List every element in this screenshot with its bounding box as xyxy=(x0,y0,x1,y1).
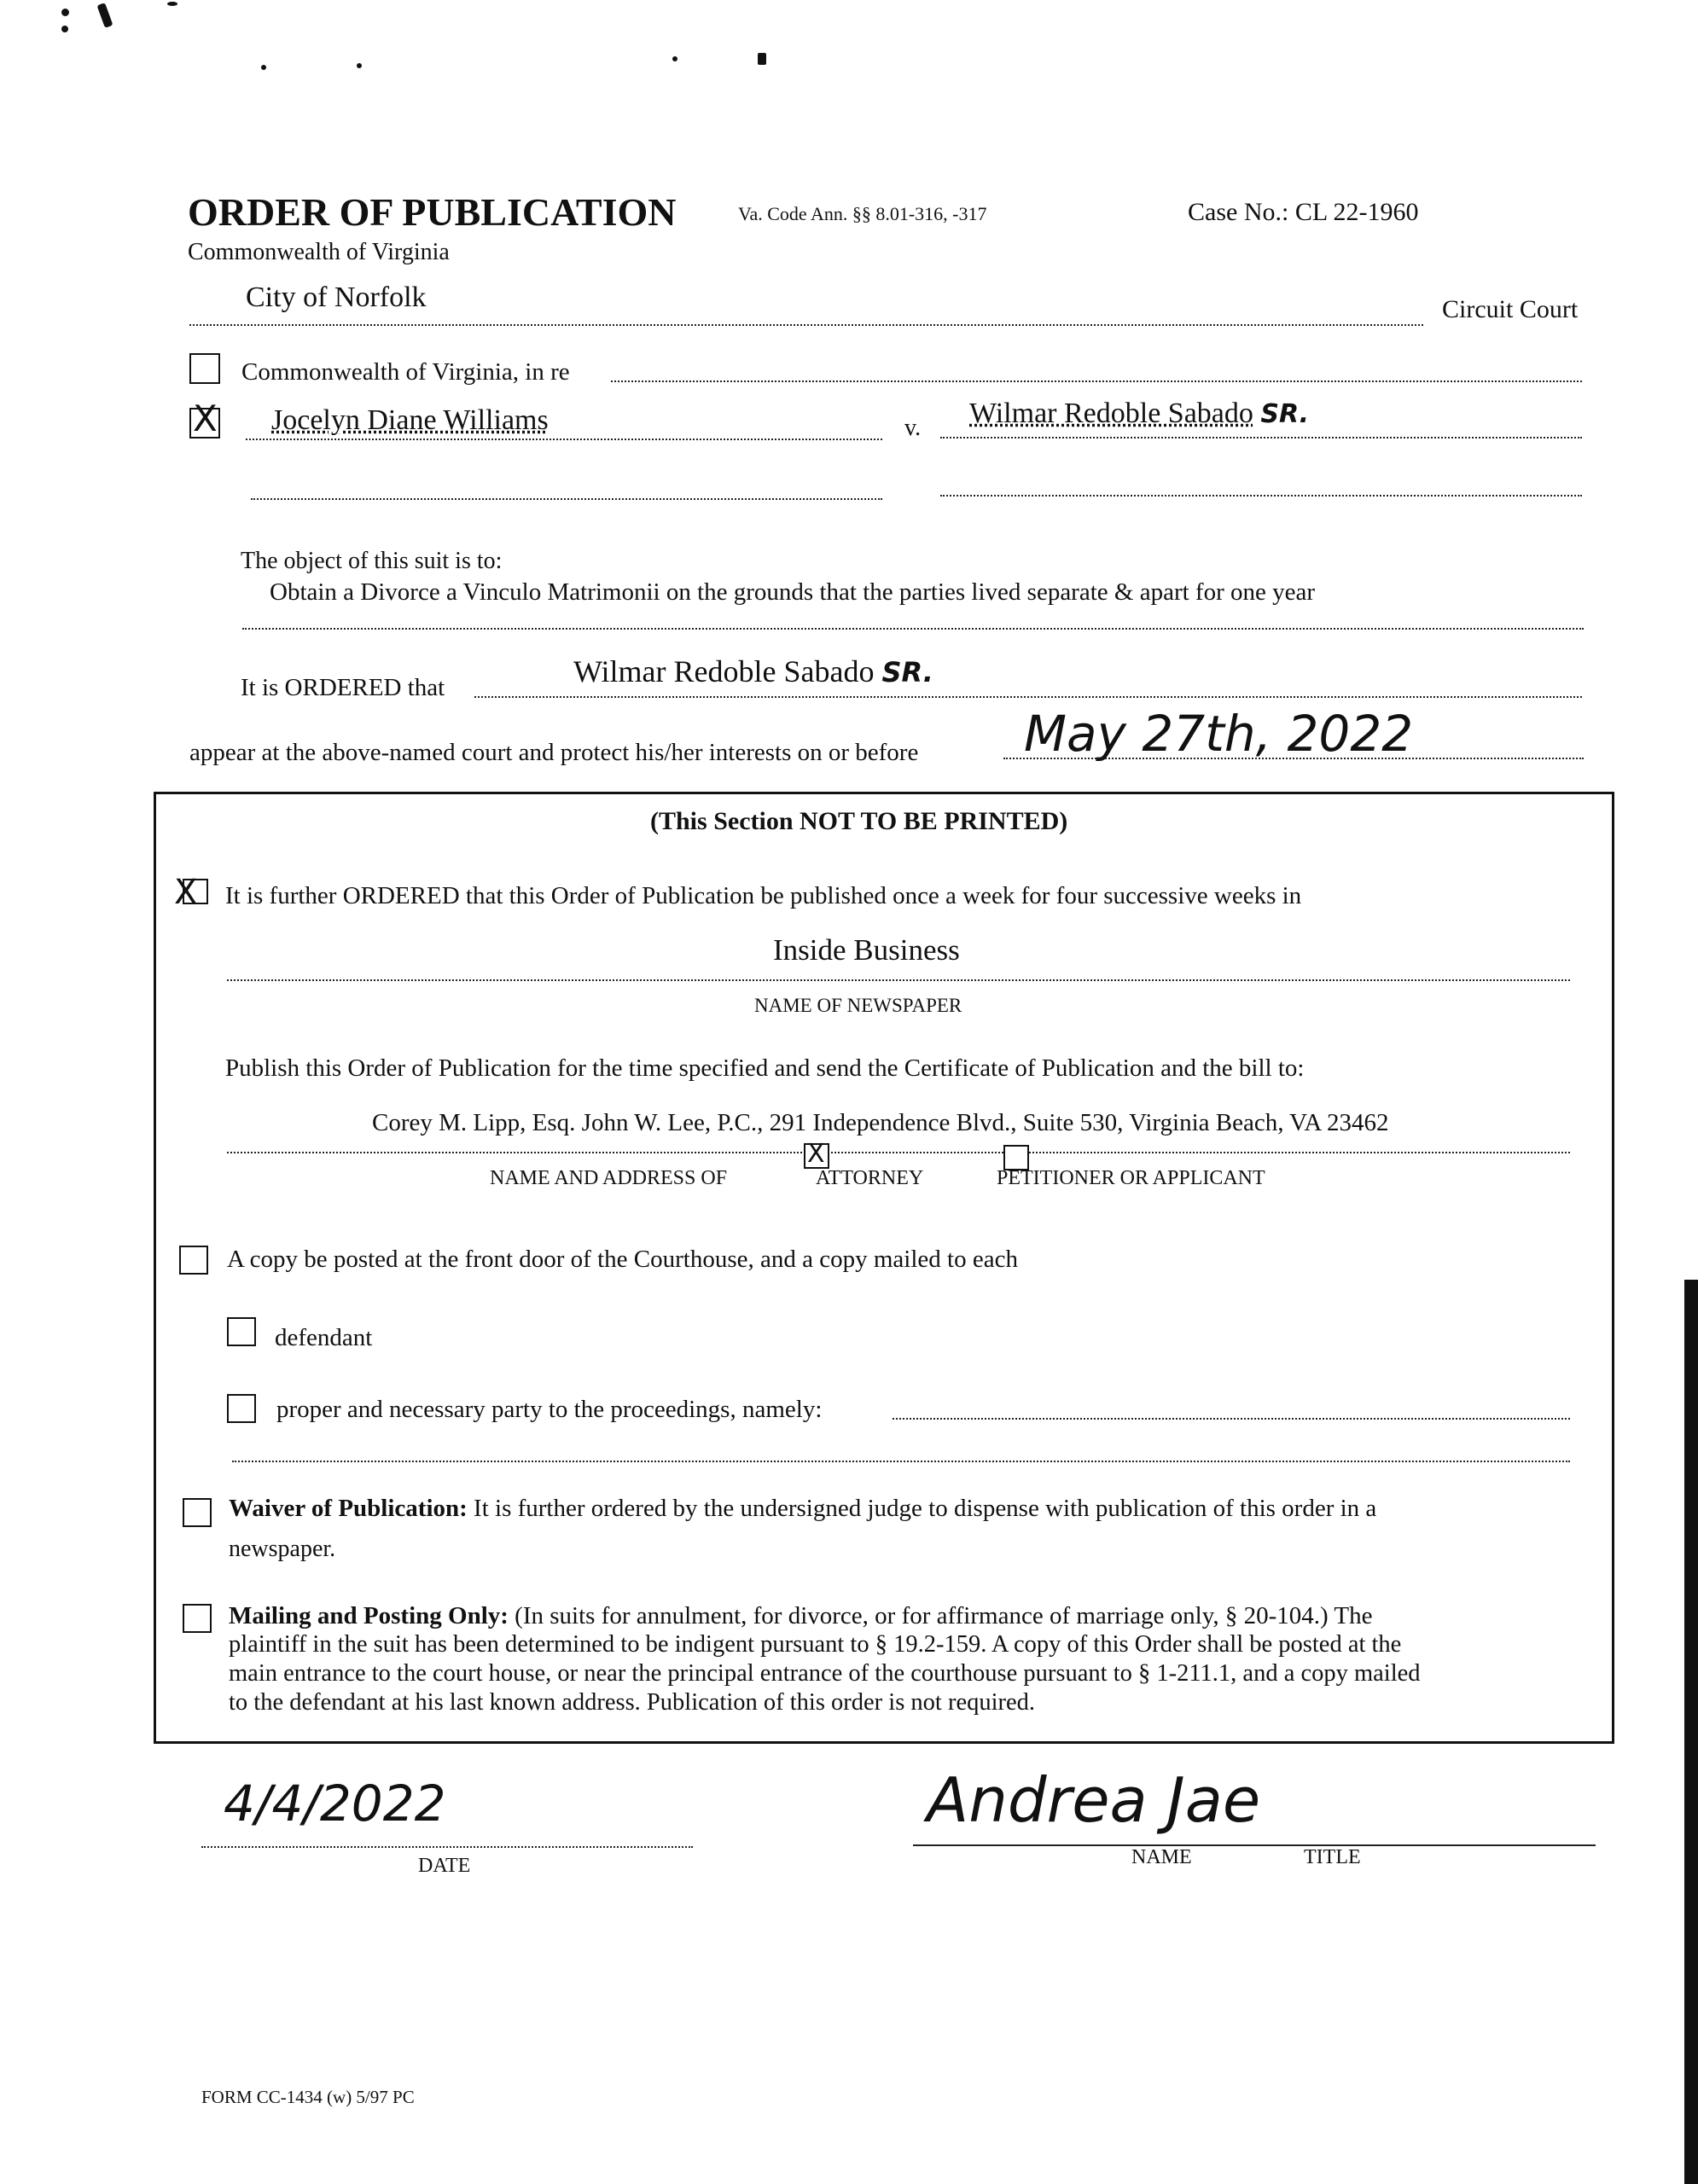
caption-check-mark: X xyxy=(193,398,218,439)
plaintiff-line-2 xyxy=(251,498,882,500)
court-name: City of Norfolk xyxy=(246,282,427,313)
attorney-checkbox[interactable] xyxy=(804,1139,829,1169)
bill-to-line xyxy=(227,1152,1570,1153)
defendant-name-text: Wilmar Redoble Sabado xyxy=(969,398,1253,429)
posted-checkbox[interactable] xyxy=(179,1246,208,1275)
deadline-date: May 27th, 2022 xyxy=(1024,705,1414,763)
name-caption: NAME xyxy=(1131,1846,1192,1868)
waiver-text-1-body: It is further ordered by the undersigned judge to dispense with publication of this order in a xyxy=(474,1495,1377,1522)
petitioner-label: PETITIONER OR APPLICANT xyxy=(997,1167,1265,1189)
scan-speck xyxy=(61,9,69,16)
scan-speck xyxy=(672,56,677,61)
mailing-text-1-body: (In suits for annulment, for divorce, or for affirmance of marriage only, § 20-104.) The xyxy=(515,1602,1373,1629)
defendant-label: defendant xyxy=(275,1324,373,1351)
in-re-label: Commonwealth of Virginia, in re xyxy=(241,358,570,386)
attorney-check-mark: X xyxy=(807,1139,825,1169)
case-number-label: Case No.: xyxy=(1188,198,1289,226)
jurisdiction-label: Commonwealth of Virginia xyxy=(188,239,450,265)
attorney-label: ATTORNEY xyxy=(816,1167,924,1189)
defendant-checkbox[interactable] xyxy=(227,1317,256,1346)
caption-checkbox[interactable] xyxy=(189,398,220,439)
in-re-line xyxy=(611,380,1582,382)
versus-label: v. xyxy=(904,415,922,441)
plaintiff-line xyxy=(246,439,882,440)
defendant-line-2 xyxy=(940,495,1582,497)
object-text: Obtain a Divorce a Vinculo Matrimonii on the grounds that the parties lived separate & apart for one year xyxy=(270,578,1315,606)
defendant-name xyxy=(969,398,1309,430)
defendant-line xyxy=(940,437,1582,439)
mailing-title: Mailing and Posting Only: xyxy=(229,1602,509,1629)
appear-text: appear at the above-named court and protect his/her interests on or before xyxy=(189,739,919,766)
signature-line xyxy=(913,1844,1596,1846)
title-caption: TITLE xyxy=(1304,1846,1361,1868)
posted-text: A copy be posted at the front door of the Courthouse, and a copy mailed to each xyxy=(227,1246,1018,1273)
statute-reference: Va. Code Ann. §§ 8.01-316, -317 xyxy=(738,203,987,224)
scan-edge xyxy=(1684,1280,1698,2184)
bill-to-address: Corey M. Lipp, Esq. John W. Lee, P.C., 291 Independence Blvd., Suite 530, Virginia Beach, VA 23462 xyxy=(372,1109,1389,1136)
party-checkbox[interactable] xyxy=(227,1394,256,1423)
scan-speck xyxy=(61,26,68,32)
form-identifier: FORM CC-1434 (w) 5/97 PC xyxy=(201,2087,415,2107)
judge-signature: Andrea Jae xyxy=(927,1764,1261,1836)
scan-speck xyxy=(357,63,362,68)
newspaper-caption: NAME OF NEWSPAPER xyxy=(754,995,962,1016)
date-line xyxy=(201,1846,693,1848)
date-caption: DATE xyxy=(418,1855,471,1877)
publish-text: It is further ORDERED that this Order of Publication be published once a week for four successive weeks in xyxy=(225,882,1302,909)
mailing-checkbox[interactable] xyxy=(183,1604,212,1633)
publish-checkbox[interactable] xyxy=(174,873,208,912)
court-name-line xyxy=(189,324,1423,326)
ordered-respondent xyxy=(573,653,933,689)
object-line xyxy=(242,628,1584,630)
waiver-text-2: newspaper. xyxy=(229,1536,336,1562)
ordered-respondent-name: Wilmar Redoble Sabado xyxy=(573,654,875,688)
ordered-label: It is ORDERED that xyxy=(241,674,445,701)
ordered-respondent-suffix: SR. xyxy=(881,656,933,688)
signed-date: 4/4/2022 xyxy=(224,1774,446,1833)
waiver-text-1 xyxy=(229,1495,1376,1523)
party-line xyxy=(893,1418,1570,1420)
party-label: proper and necessary party to the proceedings, namely: xyxy=(276,1396,823,1423)
name-address-caption: NAME AND ADDRESS OF xyxy=(490,1167,728,1189)
document-title: ORDER OF PUBLICATION xyxy=(188,190,677,234)
defendant-suffix: SR. xyxy=(1260,399,1310,429)
send-text: Publish this Order of Publication for the time specified and send the Certificate of Publication and the bill to: xyxy=(225,1054,1305,1082)
case-number-value: CL 22-1960 xyxy=(1294,198,1419,226)
waiver-checkbox[interactable] xyxy=(183,1498,212,1527)
scan-speck xyxy=(97,3,113,28)
party-line-2 xyxy=(232,1461,1570,1462)
newspaper-line xyxy=(227,979,1570,981)
case-number xyxy=(1188,198,1419,227)
mailing-text-2: plaintiff in the suit has been determined to be indigent pursuant to § 19.2-159. A copy of this Order shall be posted at the xyxy=(229,1631,1402,1658)
scan-speck xyxy=(261,65,266,70)
scan-speck xyxy=(167,2,177,6)
newspaper-name: Inside Business xyxy=(773,933,960,967)
publish-check-mark: X xyxy=(174,873,198,912)
mailing-text-1 xyxy=(229,1602,1372,1630)
in-re-checkbox[interactable] xyxy=(189,353,220,384)
deadline-line xyxy=(1003,758,1584,759)
not-printed-heading: (This Section NOT TO BE PRINTED) xyxy=(650,807,1068,835)
mailing-text-3: main entrance to the court house, or near the principal entrance of the courthouse pursuant to § 1-211.1, and a copy mailed xyxy=(229,1660,1421,1687)
waiver-title: Waiver of Publication: xyxy=(229,1495,468,1522)
mailing-text-4: to the defendant at his last known address. Publication of this order is not required. xyxy=(229,1689,1036,1716)
scan-speck xyxy=(758,53,766,65)
ordered-line xyxy=(474,696,1582,698)
court-type: Circuit Court xyxy=(1442,295,1579,323)
object-label: The object of this suit is to: xyxy=(241,548,503,574)
plaintiff-name: Jocelyn Diane Williams xyxy=(271,404,549,436)
